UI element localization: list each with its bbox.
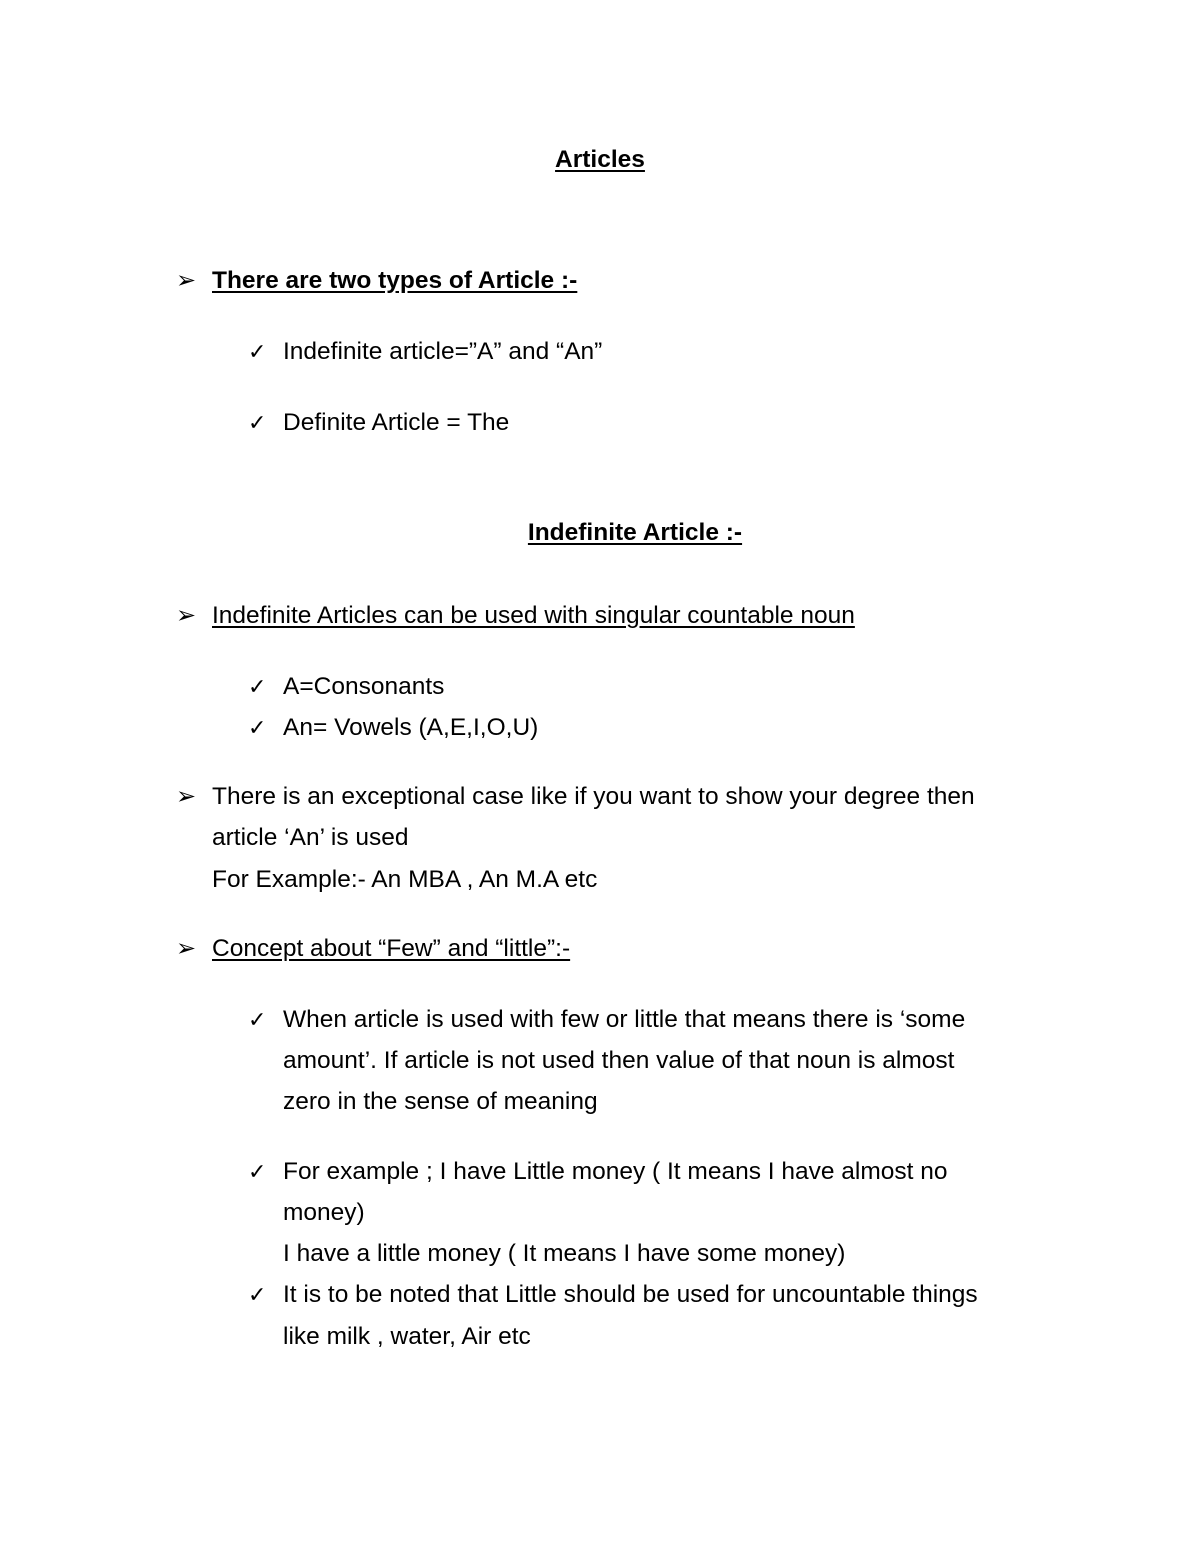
paragraph-line: amount’. If article is not used then value of that noun is almost [283, 1047, 955, 1074]
paragraph-line: It is to be noted that Little should be used for uncountable things [283, 1281, 978, 1308]
section-heading: Indefinite Article :- [527, 519, 743, 546]
arrow-bullet-icon: ➢ [176, 935, 197, 962]
checkmark-icon: ✓ [248, 339, 267, 364]
checkmark-icon: ✓ [248, 674, 267, 699]
checkmark-icon: ✓ [248, 1159, 267, 1184]
paragraph-line: There is an exceptional case like if you want to show your degree then [212, 783, 975, 810]
section-heading: There are two types of Article :- [212, 267, 578, 294]
list-item: A=Consonants [283, 673, 445, 700]
paragraph-line: like milk , water, Air etc [283, 1323, 531, 1350]
arrow-bullet-icon: ➢ [176, 267, 197, 294]
paragraph-line: money) [283, 1199, 365, 1226]
list-item: Indefinite article=”A” and “An” [283, 338, 603, 365]
checkmark-icon: ✓ [248, 715, 267, 740]
checkmark-icon: ✓ [248, 1282, 267, 1307]
checkmark-icon: ✓ [248, 410, 267, 435]
paragraph-line: zero in the sense of meaning [283, 1088, 598, 1115]
list-item: An= Vowels (A,E,I,O,U) [283, 714, 539, 741]
paragraph-line: When article is used with few or little that means there is ‘some [283, 1006, 966, 1033]
point-heading: Concept about “Few” and “little”:- [212, 935, 571, 962]
paragraph-line: For Example:- An MBA , An M.A etc [212, 866, 598, 893]
paragraph-line: I have a little money ( It means I have some money) [283, 1240, 846, 1267]
arrow-bullet-icon: ➢ [176, 783, 197, 810]
checkmark-icon: ✓ [248, 1007, 267, 1032]
point-heading: Indefinite Articles can be used with singular countable noun [212, 602, 855, 629]
page-title: Articles [555, 146, 645, 173]
arrow-bullet-icon: ➢ [176, 602, 197, 629]
paragraph-line: article ‘An’ is used [212, 824, 409, 851]
list-item: Definite Article = The [283, 409, 510, 436]
paragraph-line: For example ; I have Little money ( It means I have almost no [283, 1158, 948, 1185]
